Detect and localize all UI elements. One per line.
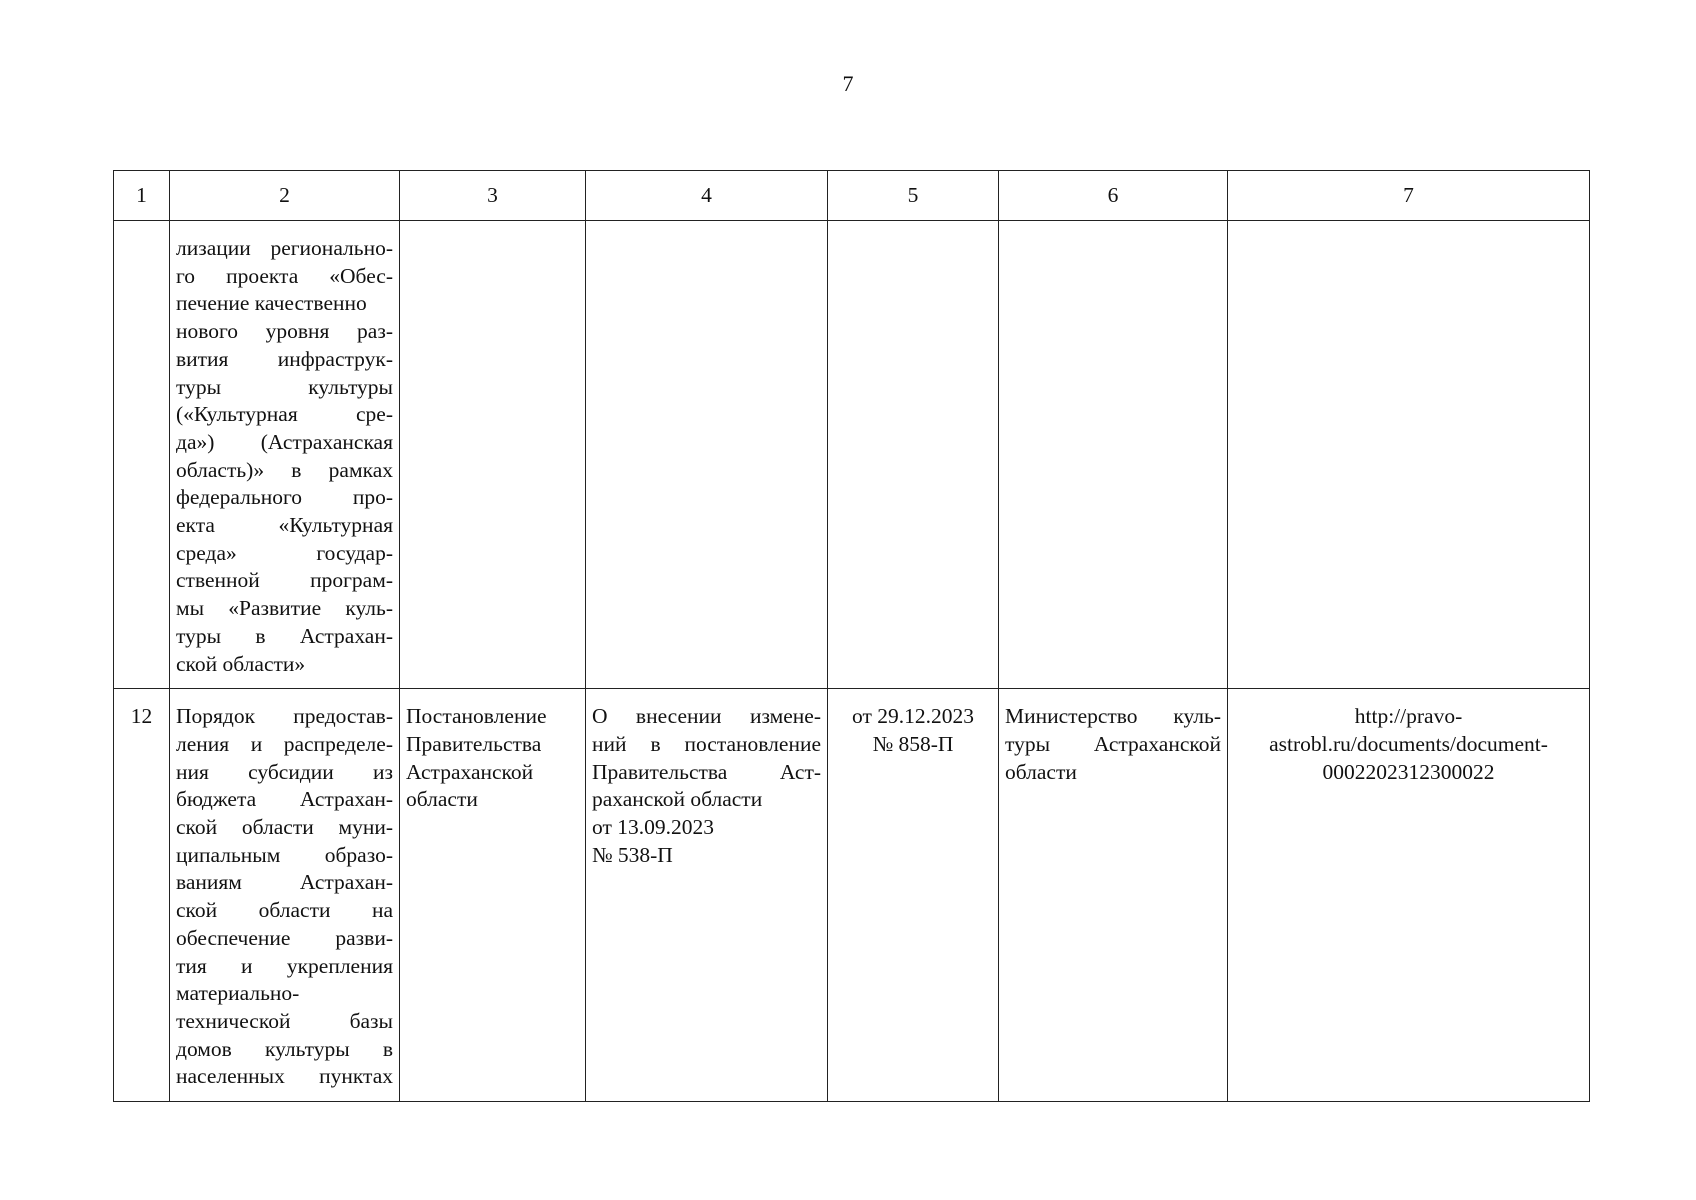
cell-line: ципальным образо- — [176, 842, 393, 867]
column-header-1: 1 — [114, 171, 170, 221]
cell-line: тия и укрепления — [176, 953, 393, 978]
column-header-2: 2 — [170, 171, 400, 221]
cell-line: («Культурная сре- — [176, 402, 393, 427]
cell-line: ления и распределе- — [176, 731, 393, 756]
document-title-cell — [170, 221, 400, 689]
cell-line: мы «Развитие куль- — [176, 596, 393, 621]
responsible-body-cell — [999, 221, 1228, 689]
cell-line: ской области на — [176, 898, 393, 923]
cell-line: лизации регионально- — [176, 236, 393, 260]
column-header-6: 6 — [999, 171, 1228, 221]
cell-line: от 29.12.2023 — [852, 704, 974, 729]
cell-line: от 13.09.2023 — [592, 815, 714, 840]
link-cell[interactable] — [1228, 689, 1590, 1102]
column-header-7: 7 — [1228, 171, 1590, 221]
cell-line: О внесении измене- — [592, 704, 821, 729]
document-link[interactable]: 0002202312300022 — [1322, 759, 1495, 784]
row-number-cell — [114, 221, 170, 689]
row-number-cell: 12 — [114, 689, 170, 1102]
cell-line: обеспечение разви- — [176, 925, 393, 950]
cell-line: № 858-П — [872, 731, 954, 756]
cell-line: № 538-П — [592, 842, 673, 867]
table-row — [114, 221, 1590, 689]
cell-line: федерального про- — [176, 485, 393, 510]
cell-line: Министерство куль- — [1005, 704, 1221, 729]
cell-line: Постановление — [406, 704, 547, 729]
table-header-row — [114, 171, 1590, 221]
cell-line: населенных пунктах — [176, 1064, 393, 1089]
cell-line: Астраханской — [406, 759, 534, 784]
cell-line: бюджета Астрахан- — [176, 787, 393, 812]
cell-line: области — [406, 787, 478, 812]
cell-line: материально- — [176, 981, 300, 1006]
cell-line: печение качественно — [176, 291, 367, 316]
act-type-cell — [400, 221, 586, 689]
cell-line: ственной програм- — [176, 568, 393, 593]
cell-line: ской области муни- — [176, 815, 393, 840]
cell-line: туры Астраханской — [1005, 731, 1221, 756]
cell-line: екта «Культурная — [176, 513, 393, 538]
act-date-cell — [828, 689, 999, 1102]
document-title-cell — [170, 689, 400, 1102]
act-title-cell — [586, 221, 828, 689]
column-header-5: 5 — [828, 171, 999, 221]
cell-line: ния субсидии из — [176, 759, 393, 784]
table-row — [114, 689, 1590, 1102]
cell-line: технической базы — [176, 1008, 393, 1033]
cell-line: Правительства Аст- — [592, 759, 821, 784]
cell-line: раханской области — [592, 787, 763, 812]
cell-line: ваниям Астрахан- — [176, 870, 393, 895]
cell-line: области — [1005, 759, 1077, 784]
act-type-cell — [400, 689, 586, 1102]
page-number: 7 — [842, 71, 854, 96]
cell-line: Порядок предостав- — [176, 704, 393, 729]
cell-line: вития инфраструк- — [176, 346, 393, 371]
cell-line: ской области» — [176, 651, 306, 676]
cell-line: домов культуры в — [176, 1036, 393, 1061]
legal-acts-table — [113, 170, 1590, 1102]
responsible-body-cell — [999, 689, 1228, 1102]
act-title-cell — [586, 689, 828, 1102]
cell-line: среда» государ- — [176, 540, 393, 565]
cell-line: го проекта «Обес- — [176, 263, 393, 288]
document-link[interactable]: astrobl.ru/documents/document- — [1269, 731, 1548, 756]
column-header-4: 4 — [586, 171, 828, 221]
cell-line: область)» в рамках — [176, 457, 393, 482]
cell-line: нового уровня раз- — [176, 319, 393, 344]
document-link[interactable]: http://pravo- — [1354, 704, 1463, 729]
column-header-3: 3 — [400, 171, 586, 221]
cell-line: туры в Астрахан- — [176, 623, 393, 648]
cell-line: да») (Астраханская — [176, 429, 393, 454]
cell-line: ний в постановление — [592, 731, 821, 756]
link-cell — [1228, 221, 1590, 689]
act-date-cell — [828, 221, 999, 689]
cell-line: Правительства — [406, 731, 542, 756]
cell-line: туры культуры — [176, 374, 393, 399]
